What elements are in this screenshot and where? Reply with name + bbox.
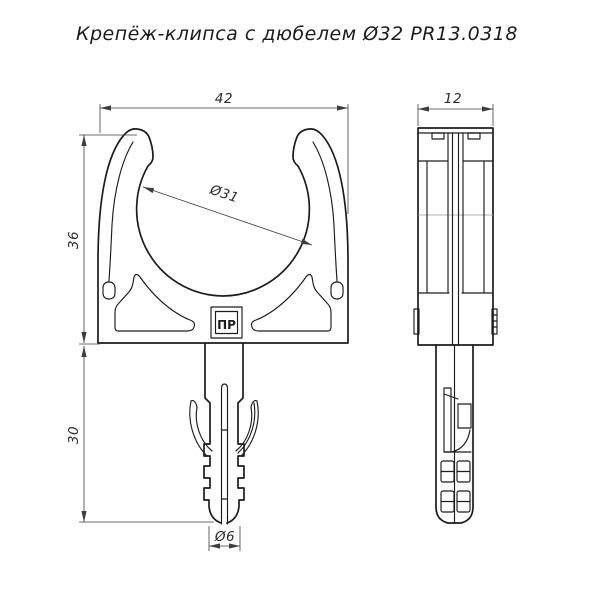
arrowhead xyxy=(337,105,348,110)
side-rib-row-1 xyxy=(441,461,470,482)
dimension-clip-height xyxy=(66,135,137,344)
clip-left-flex-slot xyxy=(103,282,115,299)
clip-left-cutout xyxy=(115,275,195,332)
dowel-right-wing xyxy=(236,401,258,456)
dimension-dowel-length xyxy=(66,346,214,522)
arrowhead xyxy=(81,135,86,146)
dim-value-30: 30 xyxy=(66,425,82,445)
clip-right-arm-inner-line xyxy=(313,142,337,281)
arrowhead xyxy=(81,332,86,343)
dimension-side-width xyxy=(418,91,493,126)
dowel-right-profile xyxy=(227,344,244,523)
side-view-dowel xyxy=(436,345,473,523)
arrowhead xyxy=(418,106,429,111)
dowel-left-profile xyxy=(204,344,221,523)
front-view-clip xyxy=(98,129,348,343)
dowel-center-pin xyxy=(222,384,228,524)
arrowhead xyxy=(81,346,86,357)
logo-text: ПР xyxy=(217,318,236,332)
dim-value-12: 12 xyxy=(443,91,463,107)
dimension-inner-diameter xyxy=(143,182,312,245)
dimension-dowel-diameter xyxy=(209,526,240,551)
arrowhead xyxy=(81,511,86,522)
front-view-dowel xyxy=(190,344,258,524)
arrowhead xyxy=(482,106,493,111)
dim-value-42: 42 xyxy=(214,91,234,107)
clip-right-flex-slot xyxy=(331,282,343,299)
side-rib-row-2 xyxy=(441,491,470,512)
side-view-clip xyxy=(414,128,497,345)
logo-plate xyxy=(211,307,242,338)
clip-right-cutout xyxy=(252,275,332,332)
dim-value-36: 36 xyxy=(66,230,82,250)
arrowhead xyxy=(100,105,111,110)
side-wing-block xyxy=(458,404,471,428)
side-top-tab-left xyxy=(432,133,444,139)
dim-value-d31: Ø31 xyxy=(207,181,241,207)
clip-outline xyxy=(98,129,348,343)
arrowhead xyxy=(143,187,154,193)
dim-value-d6: Ø6 xyxy=(214,529,236,545)
clip-left-arm-inner-line xyxy=(109,142,133,281)
dowel-left-wing xyxy=(190,401,212,456)
drawing-title: Крепёж-клипса с дюбелем Ø32 PR13.0318 xyxy=(76,23,518,45)
side-top-tab-right xyxy=(468,133,480,139)
side-wing-bar xyxy=(444,388,451,452)
